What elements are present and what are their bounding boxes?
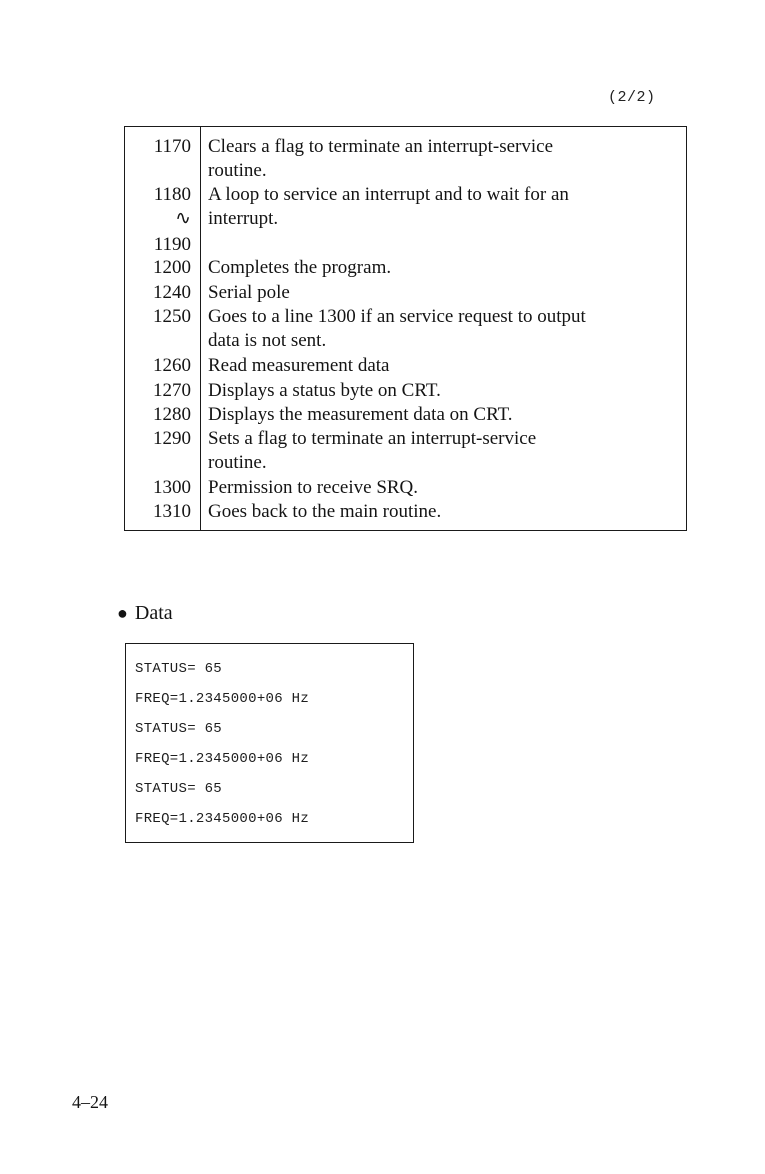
line-number: 1280 (153, 404, 191, 425)
output-line: STATUS= 65 (135, 661, 223, 677)
line-number: ∿ (175, 208, 191, 229)
line-description: interrupt. (208, 208, 279, 229)
line-description: data is not sent. (208, 330, 327, 351)
line-description: routine. (208, 452, 267, 473)
listing-description-table (124, 126, 687, 531)
line-number: 1200 (153, 257, 191, 278)
line-number: 1170 (153, 136, 191, 157)
data-heading-label: Data (134, 602, 173, 624)
bullet-icon: ● (117, 603, 128, 623)
line-description: Displays a status byte on CRT. (208, 380, 441, 401)
data-heading (117, 601, 173, 625)
output-line: FREQ=1.2345000+06 Hz (135, 691, 310, 707)
output-line: FREQ=1.2345000+06 Hz (135, 811, 310, 827)
line-number: 1250 (153, 306, 191, 327)
line-number: 1310 (153, 501, 191, 522)
line-number: 1270 (153, 380, 191, 401)
line-description: Completes the program. (208, 257, 392, 278)
line-number: 1290 (153, 428, 191, 449)
line-number: 1240 (153, 282, 191, 303)
line-number: 1180 (153, 184, 191, 205)
data-output-box (125, 643, 414, 843)
line-description: Clears a flag to terminate an interrupt-service (208, 136, 554, 157)
output-line: STATUS= 65 (135, 721, 223, 737)
line-number: 1190 (153, 234, 191, 255)
column-divider (200, 127, 201, 530)
line-number: 1300 (153, 477, 191, 498)
page-number: 4–24 (72, 1092, 108, 1112)
output-line: STATUS= 65 (135, 781, 223, 797)
line-number: 1260 (153, 355, 191, 376)
line-description: Serial pole (208, 282, 290, 303)
line-description: A loop to service an interrupt and to wait for an (208, 184, 569, 205)
line-description: routine. (208, 160, 267, 181)
line-description: Read measurement data (208, 355, 390, 376)
output-line: FREQ=1.2345000+06 Hz (135, 751, 310, 767)
line-description: Permission to receive SRQ. (208, 477, 419, 498)
line-description: Goes back to the main routine. (208, 501, 442, 522)
line-description: Displays the measurement data on CRT. (208, 404, 513, 425)
line-description: Sets a flag to terminate an interrupt-service (208, 428, 537, 449)
page-indicator: (2/2) (608, 89, 656, 106)
line-description: Goes to a line 1300 if an service request to output (208, 306, 586, 327)
